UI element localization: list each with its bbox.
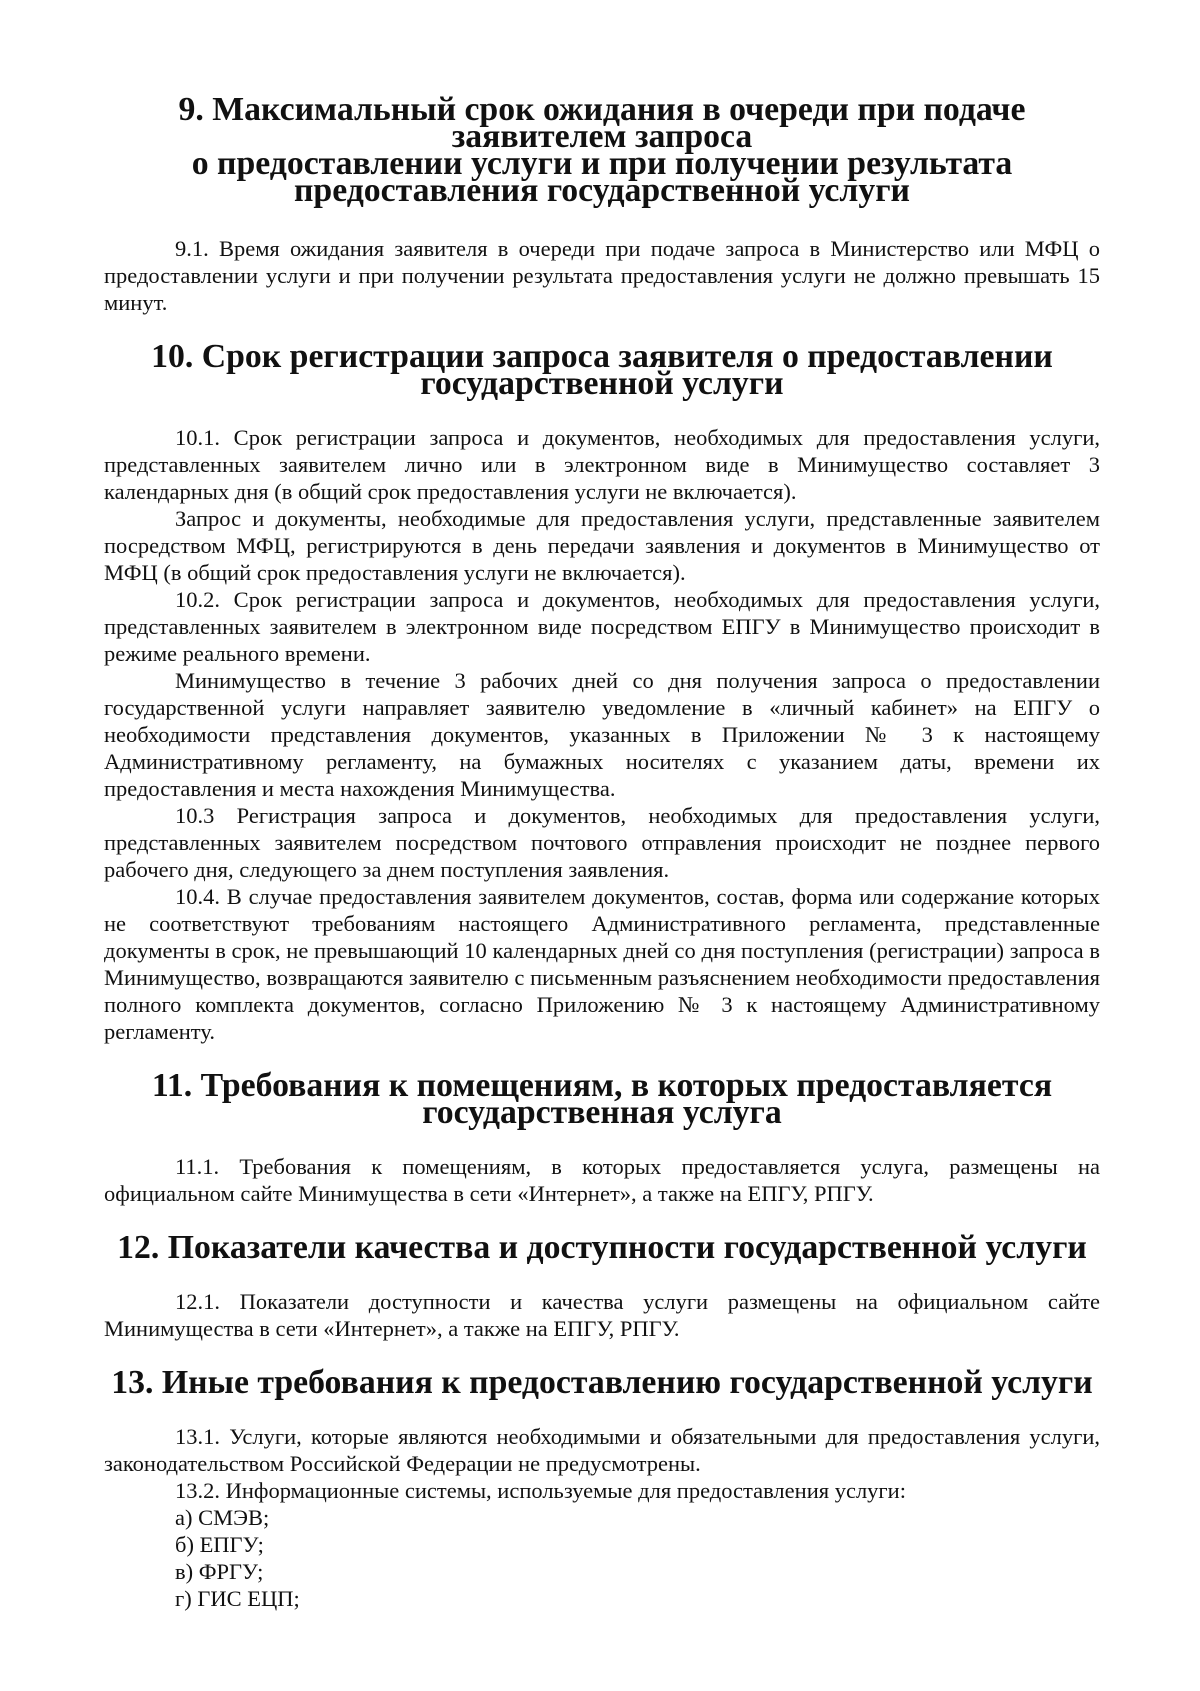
paragraph-13-1: 13.1. Услуги, которые являются необходимыми и обязательными для предоставления услуги, законодательством Российской Федерации не предусмотрены. [104,1424,1100,1476]
list-item-frgu: в) ФРГУ; [175,1559,264,1584]
section-9-heading-line-1: 9. Максимальный срок ожидания в очереди при подаче заявителем запроса [178,91,1026,155]
paragraph-10-2-notice: Минимущество в течение 3 рабочих дней со дня получения запроса о предоставлении государственной услуги направляет заявителю уведомление в «личный кабинет» на ЕПГУ о необходимости представления документов, указанных в Приложении № 3 к настоящему Административному регламенту, на бумажных носителях с указанием даты, времени их предоставления и места нахождения Минимущества. [104,668,1100,801]
paragraph-13-2: 13.2. Информационные системы, используемые для предоставления услуги: [175,1478,906,1503]
list-item-smev: а) СМЭВ; [175,1505,270,1530]
section-11-heading: 11. Требования к помещениям, в которых предоставляется государственная услуга [151,1067,1053,1131]
section-12-heading: 12. Показатели качества и доступности государственной услуги [117,1229,1087,1266]
paragraph-10-3: 10.3 Регистрация запроса и документов, необходимых для предоставления услуги, представленных заявителем посредством почтового отправления происходит не позднее первого рабочего дня, следующего за днем поступления заявления. [104,803,1100,882]
paragraph-12-1: 12.1. Показатели доступности и качества услуги размещены на официальном сайте Минимущества в сети «Интернет», а также на ЕПГУ, РПГУ. [104,1289,1100,1341]
list-item-epgu: б) ЕПГУ; [175,1532,264,1557]
paragraph-10-4: 10.4. В случае предоставления заявителем документов, состав, форма или содержание которых не соответствуют требованиям настоящего Административного регламента, представленные документы в срок, не превышающий 10 календарных дней со дня поступления (регистрации) запроса в Минимущество, возвращаются заявителю с письменным разъяснением необходимости предоставления полного комплекта документов, согласно Приложению № 3 к настоящему Административному регламенту. [104,884,1100,1044]
paragraph-10-1: 10.1. Срок регистрации запроса и документов, необходимых для предоставления услуги, представленных заявителем лично или в электронном виде в Минимущество составляет 3 календарных дня (в общий срок предоставления услуги не включается). [104,425,1100,504]
paragraph-10-1-mfc: Запрос и документы, необходимые для предоставления услуги, представленные заявителем посредством МФЦ, регистрируются в день передачи заявления и документов в Минимущество от МФЦ (в общий срок предоставления услуги не включается). [104,506,1100,585]
paragraph-11-1: 11.1. Требования к помещениям, в которых предоставляется услуга, размещены на официальном сайте Минимущества в сети «Интернет», а также на ЕПГУ, РПГУ. [104,1154,1100,1206]
section-9-heading-line-2: о предоставлении услуги и при получении результата [191,145,1013,182]
paragraph-10-2: 10.2. Срок регистрации запроса и документов, необходимых для предоставления услуги, представленных заявителем в электронном виде посредством ЕПГУ в Минимущество происходит в режиме реального времени. [104,587,1100,666]
paragraph-9-1: 9.1. Время ожидания заявителя в очереди при подаче запроса в Министерство или МФЦ о предоставлении услуги и при получении результата предоставления услуги не должно превышать 15 минут. [104,236,1100,315]
section-9-heading [104,91,1100,209]
section-9-heading-line-3: предоставления государственной услуги [293,172,910,209]
section-10-heading: 10. Срок регистрации запроса заявителя о предоставлении государственной услуги [151,338,1053,402]
section-13-heading: 13. Иные требования к предоставлению государственной услуги [111,1364,1093,1401]
list-item-gis-ecp: г) ГИС ЕЦП; [175,1586,300,1611]
